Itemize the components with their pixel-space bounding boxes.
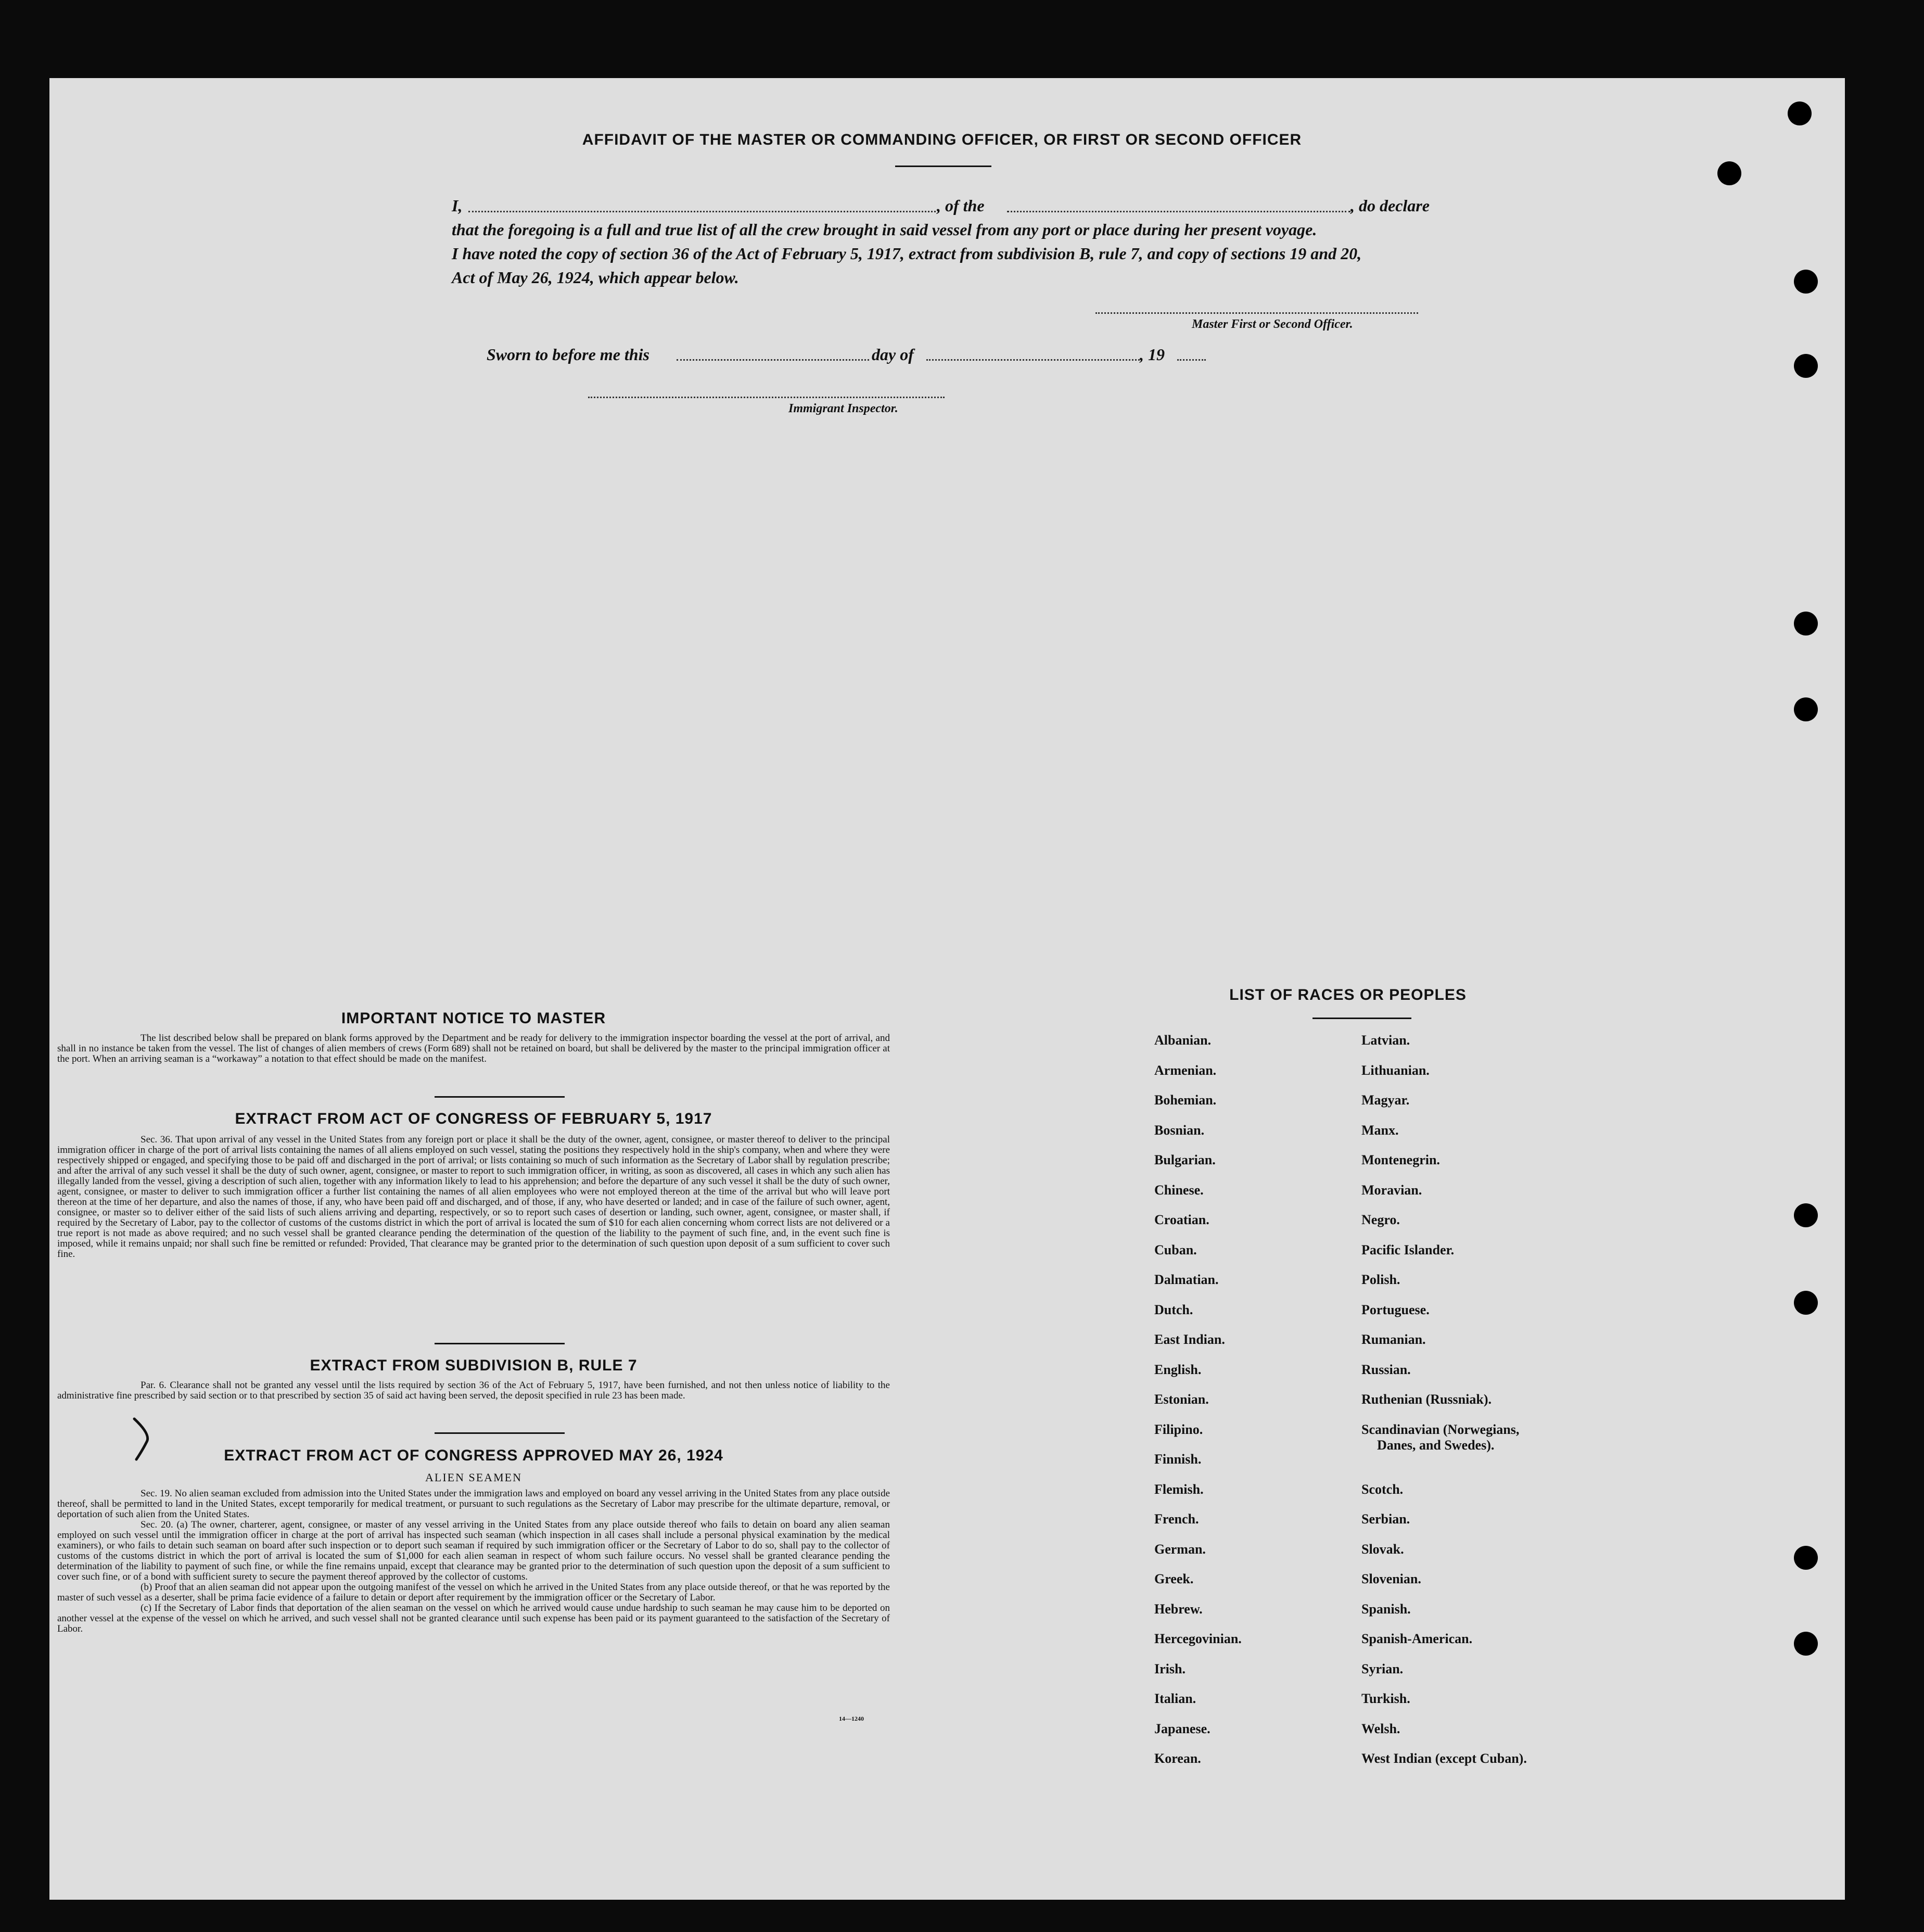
race-item: Korean. <box>1154 1751 1201 1766</box>
race-item: Magyar. <box>1361 1092 1410 1108</box>
race-item: Lithuanian. <box>1361 1062 1430 1078</box>
race-item: Finnish. <box>1154 1452 1202 1467</box>
race-item: Irish. <box>1154 1661 1186 1676</box>
punch-hole <box>1794 697 1818 721</box>
form-number: 14—1240 <box>839 1715 864 1722</box>
race-item: Bosnian. <box>1154 1122 1205 1138</box>
races-column-2 <box>1361 1033 1527 1781</box>
sec-20b: (b) Proof that an alien seaman did not appear upon the outgoing manifest of the vessel on which he arrived in the United States from any place outside thereof, or that he was reported by the master of such vessel as a deserter, shall be prima facie evidence of a failure to detain or deport after requirement by the immigration officer or the Secretary of Labor. <box>57 1582 890 1603</box>
sworn-day-blank[interactable] <box>677 359 869 361</box>
extract-1924-sections <box>57 1489 890 1634</box>
race-item: Greek. <box>1154 1571 1194 1586</box>
race-item: Ruthenian (Russniak). <box>1361 1392 1492 1407</box>
race-item: Syrian. <box>1361 1661 1404 1676</box>
race-item: Estonian. <box>1154 1392 1209 1407</box>
race-line: Danes, and Swedes). <box>1377 1437 1495 1453</box>
races-column-1 <box>1154 1033 1242 1781</box>
race-item: Albanian. <box>1154 1033 1212 1048</box>
punch-hole <box>1794 1546 1818 1570</box>
race-item: Slovak. <box>1361 1541 1404 1557</box>
race-item: French. <box>1154 1511 1199 1527</box>
notice-title: IMPORTANT NOTICE TO MASTER <box>341 1010 606 1027</box>
race-item: Bulgarian. <box>1154 1152 1216 1167</box>
sworn-year: , 19 <box>1140 345 1165 364</box>
affidavit-declare: , do declare <box>1350 196 1430 215</box>
divider <box>1313 1018 1411 1019</box>
race-item: Dutch. <box>1154 1302 1193 1317</box>
punch-hole <box>1794 354 1818 378</box>
race-item: Turkish. <box>1361 1691 1410 1706</box>
punch-hole <box>1794 1291 1818 1315</box>
divider <box>435 1096 565 1098</box>
race-item: Pacific Islander. <box>1361 1242 1455 1257</box>
subdivision-b-body: Par. 6. Clearance shall not be granted any vessel until the lists required by section 36 of the Act of February 5, 1917, have been furnished, and not then unless notice of liability to the administrative fine prescribed by said section or to that prescribed by section 35 of said act having been served, the deposit specified in rule 23 has been made. <box>57 1380 890 1401</box>
name-blank[interactable] <box>468 211 939 212</box>
sworn-day-of: day of <box>872 345 914 364</box>
race-item: German. <box>1154 1541 1206 1557</box>
race-item: Montenegrin. <box>1361 1152 1440 1167</box>
divider <box>895 166 991 167</box>
inspector-signature-blank[interactable] <box>588 397 945 398</box>
punch-hole <box>1794 612 1818 635</box>
sworn-month-blank[interactable] <box>926 359 1140 361</box>
race-item: Moravian. <box>1361 1182 1422 1198</box>
race-item: Negro. <box>1361 1212 1400 1227</box>
sworn-prefix: Sworn to before me this <box>487 345 649 364</box>
affidavit-of-the: , of the <box>937 196 985 215</box>
race-item: Spanish-American. <box>1361 1631 1473 1646</box>
race-item: Hebrew. <box>1154 1601 1203 1617</box>
punch-hole <box>1788 101 1812 125</box>
extract-1917-title: EXTRACT FROM ACT OF CONGRESS OF FEBRUARY 5, 1917 <box>235 1110 712 1127</box>
race-line: Scandinavian (Norwegians, <box>1361 1421 1520 1437</box>
race-item: Cuban. <box>1154 1242 1197 1257</box>
punch-hole <box>1794 1632 1818 1656</box>
race-item: English. <box>1154 1362 1202 1377</box>
master-signature-label: Master First or Second Officer. <box>1192 317 1353 331</box>
punch-hole <box>1794 270 1818 294</box>
races-title: LIST OF RACES OR PEOPLES <box>1229 986 1467 1003</box>
race-item: Bohemian. <box>1154 1092 1217 1108</box>
race-item: Slovenian. <box>1361 1571 1421 1586</box>
race-item-scandinavian <box>1361 1422 1527 1482</box>
race-item: Armenian. <box>1154 1062 1217 1078</box>
race-item: Latvian. <box>1361 1033 1410 1048</box>
punch-hole <box>1717 161 1741 185</box>
sec-20c: (c) If the Secretary of Labor finds that deportation of the alien seaman on the vessel on which he arrived would cause undue hardship to such seaman he may cause him to be deported on another vessel at the expense of the vessel on which he arrived, and such vessel shall not be granted clearance until such expense has been paid or its payment guaranteed to the satisfaction of the Secretary of Labor. <box>57 1603 890 1634</box>
race-item: Manx. <box>1361 1122 1399 1138</box>
affidavit-line-2: that the foregoing is a full and true list of all the crew brought in said vessel from any port or place during her present voyage. <box>452 220 1317 239</box>
race-item: West Indian (except Cuban). <box>1361 1751 1527 1766</box>
race-item: Croatian. <box>1154 1212 1209 1227</box>
subdivision-b-title: EXTRACT FROM SUBDIVISION B, RULE 7 <box>310 1357 638 1374</box>
race-item: Russian. <box>1361 1362 1411 1377</box>
affidavit-i: I, <box>452 196 463 215</box>
race-item: Hercegovinian. <box>1154 1631 1242 1646</box>
extract-1924-title: EXTRACT FROM ACT OF CONGRESS APPROVED MAY 26, 1924 <box>224 1447 723 1464</box>
race-item: Filipino. <box>1154 1421 1203 1437</box>
sec-20a: Sec. 20. (a) The owner, charterer, agent, consignee, or master of any vessel arriving in the United States from any place outside thereof who fails to detain on board any alien seaman employed on such vessel until the immigration officer in charge at the port of arrival has inspected such seaman (which inspection in all cases shall include a personal physical examination by the medical examiners), or who fails to detain such seaman on board after such inspection or to deport such seaman if required by such immigration officer or the Secretary of Labor to do so, shall pay to the collector of customs of the customs district in which the port of arrival is located the sum of $1,000 for each alien seaman in respect of whom such failure occurs. No vessel shall be granted clearance pending the determination of the liability to payment of such fine, or while the fine remains unpaid, except that clearance may be granted prior to the determination of such question upon the deposit of a sum sufficient to cover such fine, or of a bond with sufficient surety to secure the payment thereof approved by the collector of customs. <box>57 1519 890 1582</box>
affidavit-title: AFFIDAVIT OF THE MASTER OR COMMANDING OFFICER, OR FIRST OR SECOND OFFICER <box>582 131 1302 148</box>
affidavit-line-3: I have noted the copy of section 36 of the Act of February 5, 1917, extract from subdivision B, rule 7, and copy of sections 19 and 20, <box>452 244 1362 263</box>
divider <box>435 1343 565 1344</box>
alien-seamen-heading: ALIEN SEAMEN <box>425 1471 522 1484</box>
sworn-year-blank[interactable] <box>1177 359 1206 361</box>
race-item: Rumanian. <box>1361 1332 1426 1347</box>
punch-hole <box>1794 1203 1818 1227</box>
race-item: Serbian. <box>1361 1511 1410 1527</box>
affidavit-line-4: Act of May 26, 1924, which appear below. <box>452 268 739 287</box>
race-item: Polish. <box>1361 1272 1400 1287</box>
race-item: Chinese. <box>1154 1182 1204 1198</box>
race-item: Dalmatian. <box>1154 1272 1219 1287</box>
race-item: Italian. <box>1154 1691 1196 1706</box>
race-item: Japanese. <box>1154 1721 1211 1736</box>
sec-19: Sec. 19. No alien seaman excluded from admission into the United States under the immigration laws and employed on board any vessel arriving in the United States from any place outside thereof, shall be permitted to land in the United States, except temporarily for medical treatment, or pursuant to such regulations as the Secretary of Labor may prescribe for the ultimate departure, removal, or deportation of such alien from the United States. <box>57 1488 890 1520</box>
race-item: Flemish. <box>1154 1481 1204 1497</box>
extract-1917-body: Sec. 36. That upon arrival of any vessel in the United States from any foreign port or place it shall be the duty of the owner, agent, consignee, or master thereof to deliver to the principal immigration officer in charge of the port of arrival lists containing the names of all aliens employed on such vessel, stating the positions they respectively hold in the ship's company, when and where they were respectively shipped or engaged, and specifying those to be paid off and discharged in the port of arrival; or lists containing so much of such information as the Secretary of Labor shall by regulation prescribe; and after the arrival of any such vessel it shall be the duty of such owner, agent, consignee, or master to report to such immigration officer, in writing, as soon as discovered, all cases in which any such alien has illegally landed from the vessel, giving a description of such alien, together with any information likely to lead to his apprehension; and before the departure of any such vessel it shall be the duty of such owner, agent, consignee, or master to deliver to such immigration officer a further list containing the names of all alien employees who were not employed thereon at the time of the arrival but who will leave port thereon at the time of her departure, and also the names of those, if any, who have been paid off and discharged, and of those, if any, who have deserted or landed; and in case of the failure of such owner, agent, consignee, or master so to deliver either of the said lists of such aliens arriving and departing, respectively, or so to report such cases of desertion or landing, such owner, agent, consignee, or master shall, if required by the Secretary of Labor, pay to the collector of customs of the customs district in which the port of arrival is located the sum of $10 for each alien concerning whom correct lists are not delivered or a true report is not made as above required; and no such vessel shall be granted clearance pending the determination of the question of the liability to the payment of such fine, and, in the event such fine is imposed, while it remains unpaid; nor shall such fine be remitted or refunded: Provided, That clearance may be granted prior to the determination of such question upon deposit of a sum sufficient to cover such fine. <box>57 1134 890 1260</box>
divider <box>435 1432 565 1434</box>
race-item: Welsh. <box>1361 1721 1400 1736</box>
vessel-blank[interactable] <box>1007 211 1350 212</box>
race-item: Portuguese. <box>1361 1302 1430 1317</box>
master-signature-blank[interactable] <box>1095 312 1418 314</box>
inspector-label: Immigrant Inspector. <box>788 402 898 415</box>
race-item: Scotch. <box>1361 1481 1404 1497</box>
race-item: East Indian. <box>1154 1332 1225 1347</box>
race-item: Spanish. <box>1361 1601 1411 1617</box>
notice-body: The list described below shall be prepared on blank forms approved by the Department and be ready for delivery to the immigration inspector boarding the vessel at the port of arrival, and shall in no instance be taken from the vessel. The list of changes of alien members of crews (Form 689) shall not be retained on board, but shall be delivered by the master to the principal immigration officer at the port. When an arriving seaman is a “workaway” a notation to that effect should be made on the manifest. <box>57 1033 890 1064</box>
